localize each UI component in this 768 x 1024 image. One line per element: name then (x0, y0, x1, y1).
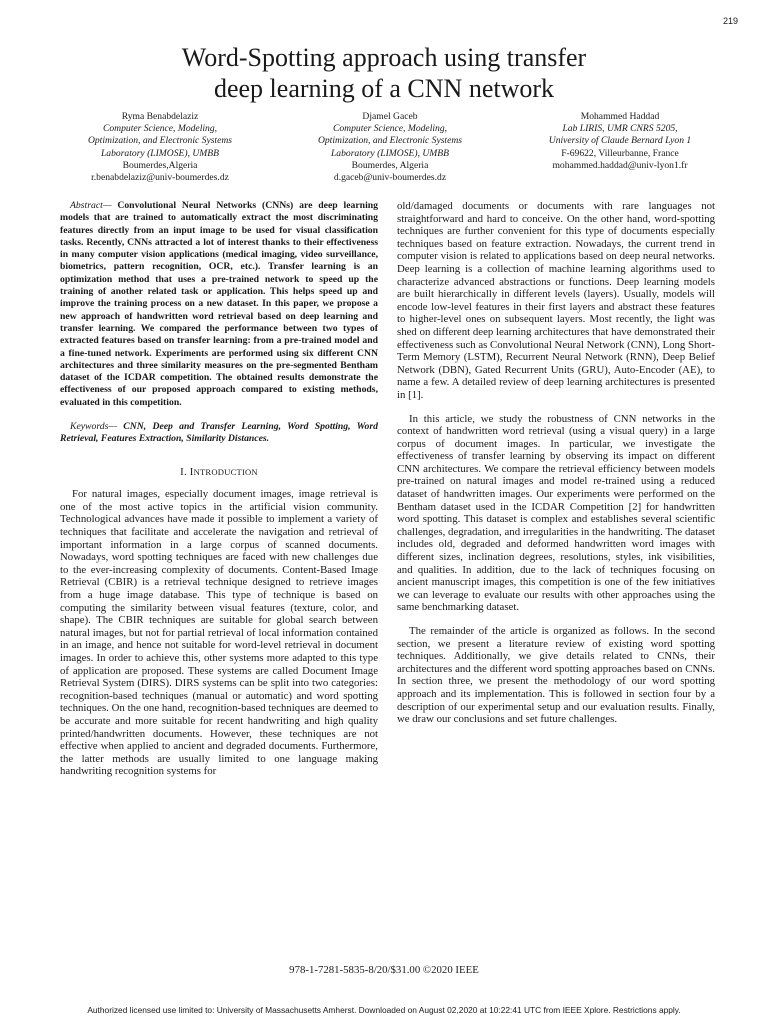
abstract (60, 200, 378, 409)
keywords-label: Keywords— (70, 421, 118, 433)
author-location: Boumerdes,Algeria (122, 159, 198, 171)
paper-title (0, 42, 768, 104)
body-paragraph: For natural images, especially document images, image retrieval is one of the most active topics in the artificial vision community. Technological advances have made it possible to implement a variety of techniques that facilitate and accelerate the navigation and retrieval of important information in a large corpus of scanned documents. Nowadays, word spotting techniques are faced with new challenges due to the ever-increasing complexity of documents. Content-Based Image Retrieval (CBIR) is a retrieval technique designed to retrieve images from a huge image database. This type of technique is based on computing the similarity between visual features (texture, color, and shape). The CBIR techniques are suitable for global search between natural images, but not for partial retrieval of local information contained in an image, and hence not suitable for word-level retrieval in document images. In order to achieve this, other systems more adapted to this type of application are proposed. These systems are called Document Image Retrieval System (DIRS). DIRS systems can be split into two categories: recognition-based techniques (manual or automatic) and word spotting techniques. On the one hand, recognition-based techniques are deemed to be accurate and more suitable for recent handwriting and high quality printed/handwritten documents. However, these techniques are not effective when applied to ancient and degraded documents. Furthermore, the latter methods are usually limited to one language making handwriting recognition systems for (60, 488, 378, 778)
title-line-2: deep learning of a CNN network (213, 74, 555, 103)
author-block (40, 111, 740, 191)
author-3 (500, 111, 740, 172)
section-numeral: I. (180, 465, 187, 478)
author-email: r.benabdelaziz@univ-boumerdes.dz (91, 172, 229, 184)
author-affiliation: Computer Science, Modeling, (102, 123, 218, 135)
body-paragraph: In this article, we study the robustness of CNN networks in the context of handwritten word retrieval (using a visual query) in a large corpus of document images. In particular, we investigate the effectiveness of transfer learning by observing its impact on different CNN architectures. We compare the retrieval efficiency between models pre-trained on natural images and model re-trained using a reduced dataset of handwritten images. Our experiments were performed on the Bentham dataset used in the ICDAR Competition [2] for handwritten word spotting. This dataset is complex and establishes several scientific challenges, degradation, and irregularities in the handwriting. The dataset includes old, degraded and deformed handwritten word images with different sizes, inclination degrees, resolutions, styles, ink visibilities, and qualities. In addition, due to the lack of techniques focusing on ancient manuscript images, this competition is one of the few initiatives we can leverage to evaluate our results with other approaches using the same benchmarking dataset. (397, 412, 715, 614)
right-column (397, 200, 715, 737)
footer-isbn: 978-1-7281-5835-8/20/$31.00 ©2020 IEEE (289, 964, 479, 976)
author-email: d.gaceb@univ-boumerdes.dz (333, 172, 447, 184)
license-notice: Authorized licensed use limited to: University of Massachusetts Amherst. Downloaded on August 02,2020 at 10:22:41 UTC from IEEE Xplore. Restrictions apply. (87, 1005, 681, 1015)
author-affiliation: Laboratory (LIMOSE), UMBB (330, 147, 450, 159)
author-location: F-69622, Villeurbanne, France (561, 147, 679, 159)
section-initial: I (189, 465, 194, 478)
author-email: mohammed.haddad@univ-lyon1.fr (552, 159, 688, 171)
author-2 (270, 111, 510, 184)
section-heading-introduction (60, 466, 378, 479)
body-paragraph: old/damaged documents or documents with rare languages not straightforward and hard to conceive. On the other hand, word-spotting techniques are further convenient for this type of documents especially techniques based on feature extraction. Nowadays, the current trend in computer vision is related to applications based on deep neural networks. Deep learning is a collection of machine learning algorithms used to characterize advanced abstractions or functions. Deep learning models are built hierarchically in different levels (layers). Usually, models will encode low-level features in their first layers and abstract these features to higher-level ones on subsequent layers. Most recently, the light was shed on different deep learning architectures that have demonstrated their effectiveness such as Convolutional Neural Network (CNN), Long Short-Term Memory (LSTM), Recurrent Neural Network (RNN), Deep Belief Network (DBN), Gated Recurrent Units (GRU), Auto-Encoder (AE), to name a few. A detailed review of deep learning architectures is presented in [1]. (397, 200, 715, 401)
author-name: Djamel Gaceb (362, 111, 418, 122)
page-number: 219 (722, 16, 738, 26)
author-affiliation: Optimization, and Electronic Systems (87, 135, 233, 147)
author-affiliation: Optimization, and Electronic Systems (317, 135, 463, 147)
author-1 (40, 111, 280, 184)
keywords (60, 421, 378, 446)
keywords-text: CNN, Deep and Transfer Learning, Word Spotting, Word Retrieval, Features Extraction, Similarity Distances. (60, 421, 378, 445)
title-line-1: Word-Spotting approach using transfer (181, 43, 587, 72)
section-title-rest: NTRODUCTION (193, 466, 258, 477)
author-name: Mohammed Haddad (580, 111, 660, 122)
author-location: Boumerdes, Algeria (351, 159, 429, 171)
body-paragraph: The remainder of the article is organized as follows. In the second section, we present a literature review of existing word spotting techniques. Additionally, we give details related to CNNs, their architectures and the different word spotting approaches based on CNNs. In section three, we present the methodology of our word spotting approach and its implementation. This is followed in section four by a description of our experimental setup and our evaluation results. Finally, we draw our conclusions and set future challenges. (397, 625, 715, 726)
abstract-text: Convolutional Neural Networks (CNNs) are deep learning models that are trained to automatically extract the most discriminating features directly from an input image to be used for visual classification tasks. Recently, CNNs attracted a lot of interest thanks to their effectiveness in many computer vision applications (medical imaging, video surveillance, biometrics, pattern recognition, OCR, etc.). Transfer learning is an optimization method that uses a pre-trained network to speed up the training of another related task or application. This helps speed up and improve the training process on a new dataset. In this paper, we propose a new approach of handwritten word retrieval based on deep learning and transfer learning. We compared the performance between two types of extracted features based on transfer learning: from a pre-trained model and a fine-tuned network. Experiments are performed using six different CNN architectures and three similarity measures on the pre-segmented Bentham dataset of the ICDAR competition. The obtained results demonstrate the effectiveness of our proposed approach compared to existing methods, evaluated in this competition. (60, 200, 378, 408)
author-affiliation: University of Claude Bernard Lyon 1 (548, 135, 692, 147)
author-name: Ryma Benabdelaziz (121, 111, 199, 122)
author-affiliation: Laboratory (LIMOSE), UMBB (100, 147, 220, 159)
author-affiliation: Lab LIRIS, UMR CNRS 5205, (562, 123, 678, 135)
author-affiliation: Computer Science, Modeling, (332, 123, 448, 135)
left-column (60, 200, 378, 789)
abstract-label: Abstract— (70, 200, 112, 211)
